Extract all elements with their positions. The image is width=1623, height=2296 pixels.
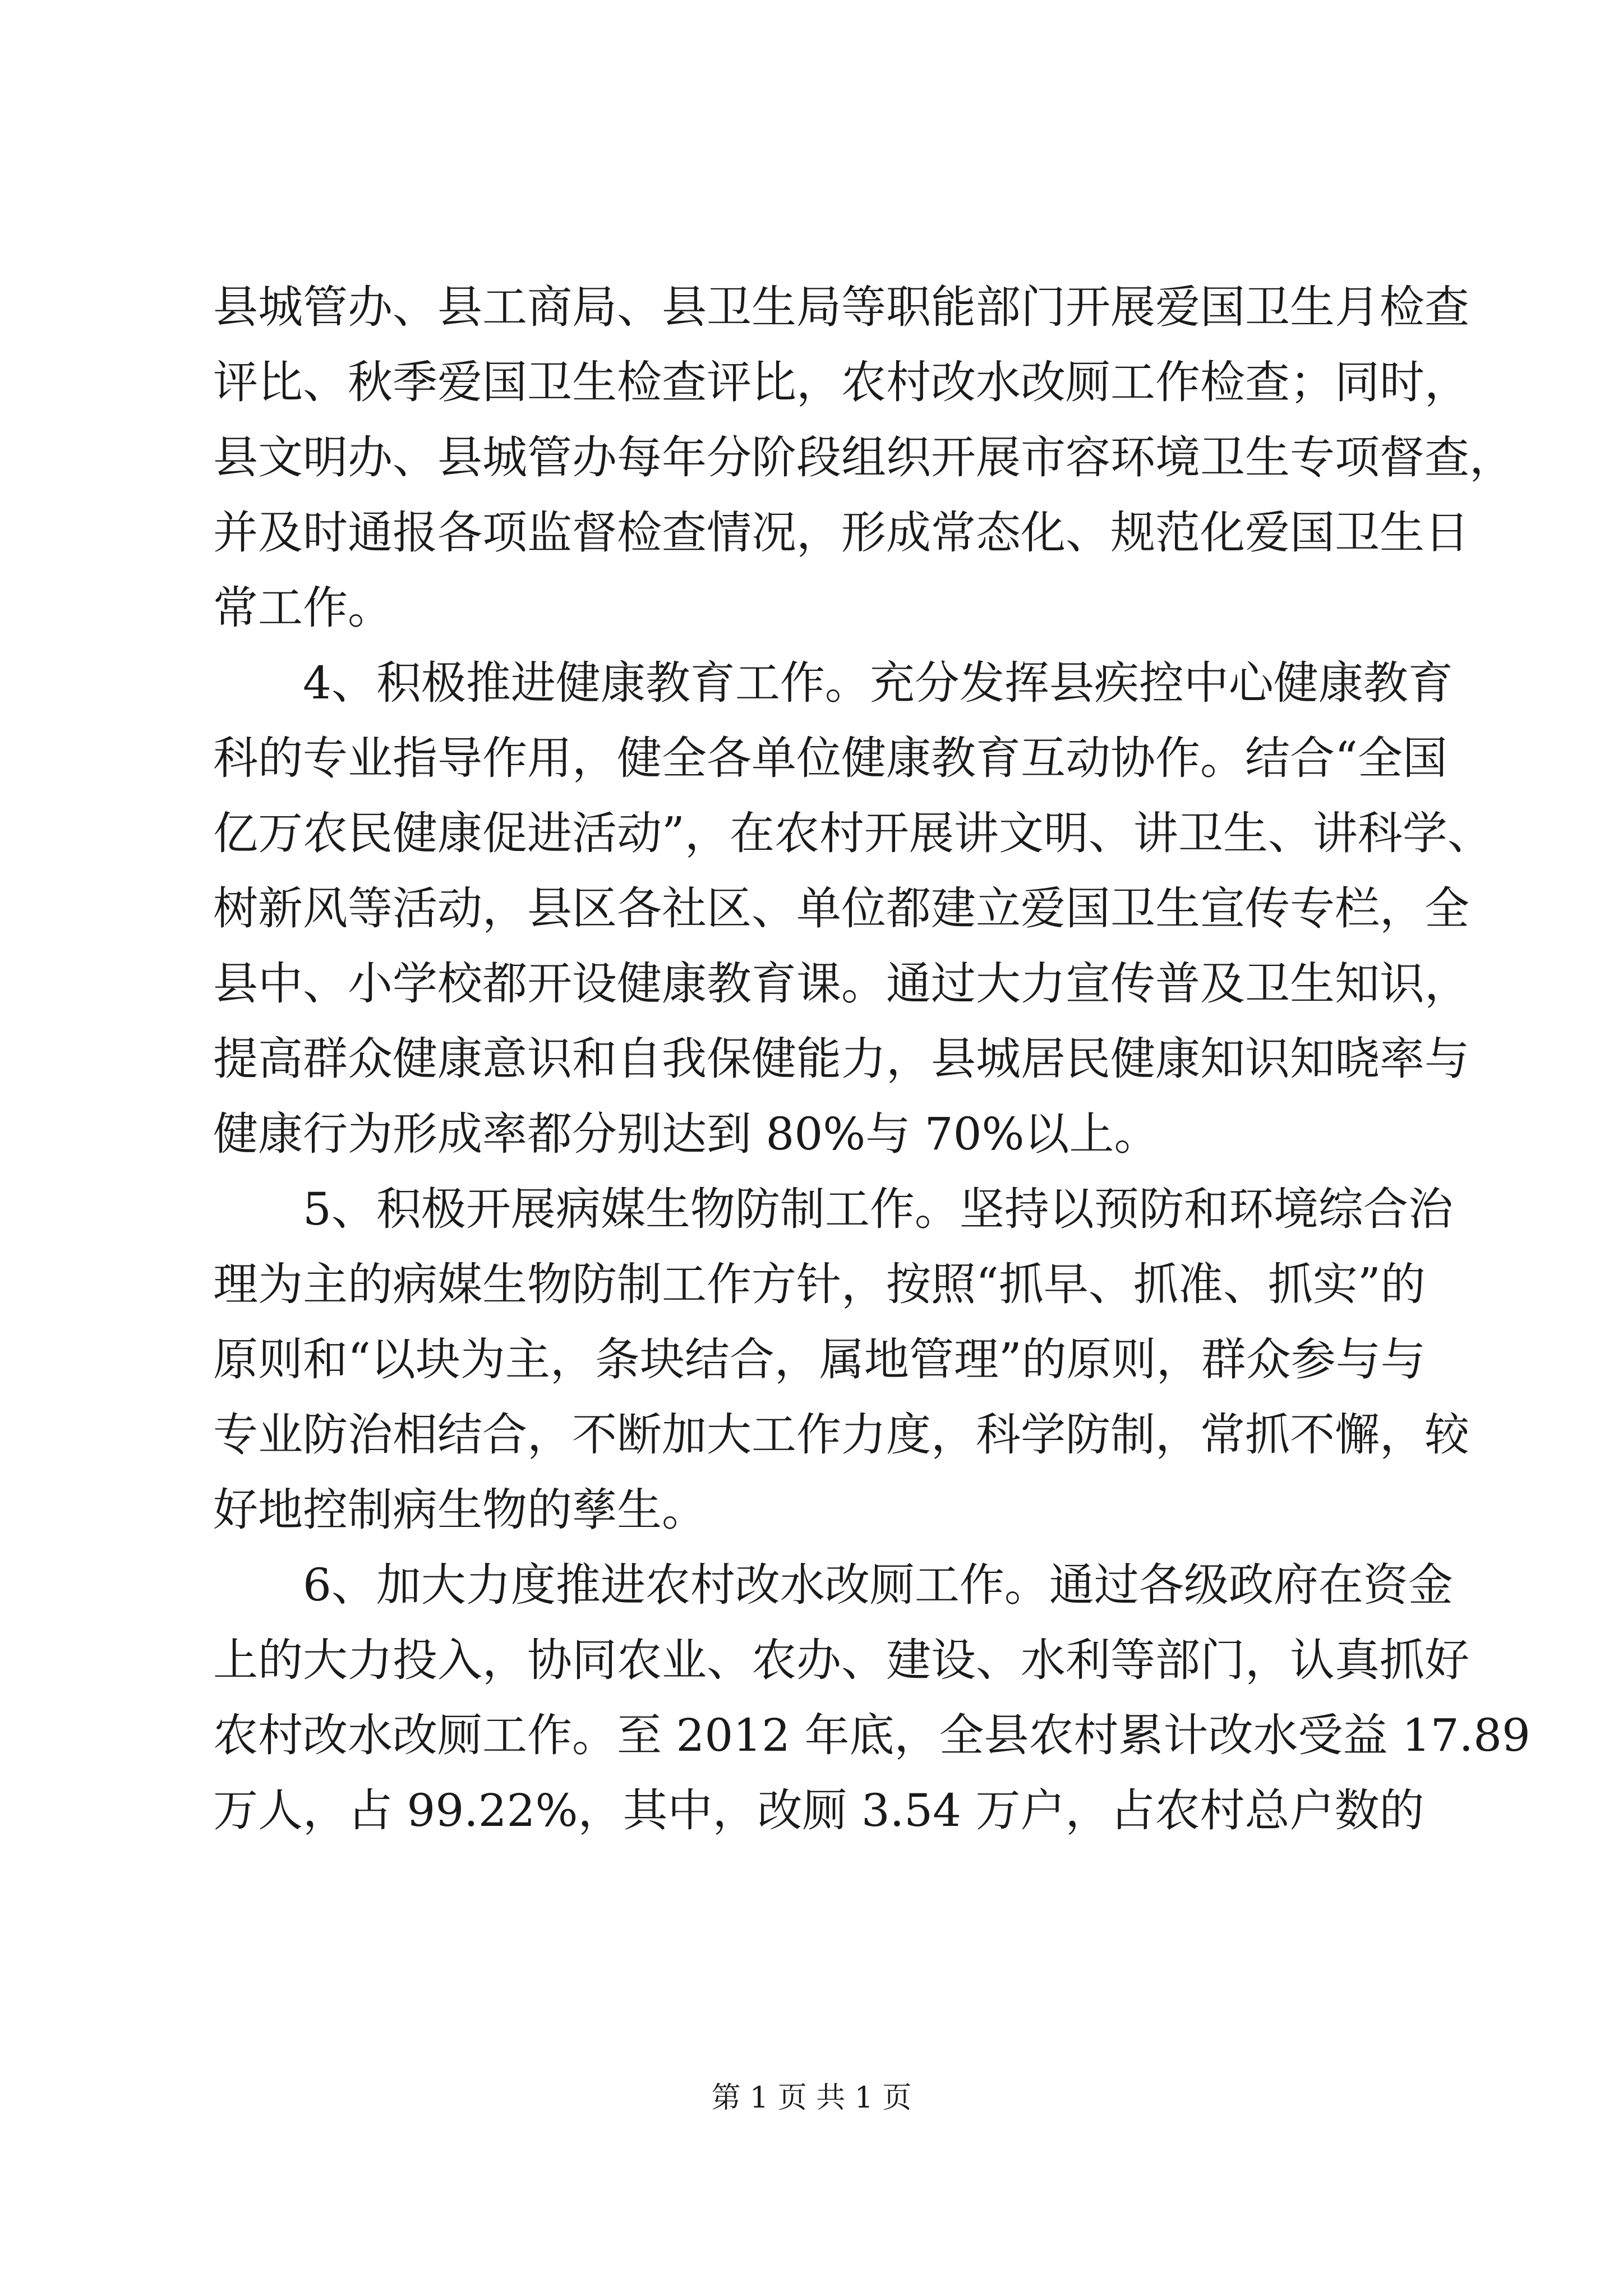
body-text-line: 常工作。 <box>213 582 393 634</box>
page-footer: 第 1 页 共 1 页 <box>711 2081 912 2115</box>
body-text-line: 县城管办、县工商局、县卫生局等职能部门开展爱国卫生月检查 <box>213 281 1469 333</box>
body-text-line: 评比、秋季爱国卫生检查评比，农村改水改厕工作检查；同时， <box>213 356 1469 408</box>
body-text-line: 好地控制病生物的孳生。 <box>213 1484 707 1536</box>
body-text-line: 专业防治相结合，不断加大工作力度，科学防制，常抓不懈，较 <box>213 1409 1469 1461</box>
body-text-line: 县文明办、县城管办每年分阶段组织开展市容环境卫生专项督查， <box>213 431 1514 484</box>
paragraph-first-line: 4、积极推进健康教育工作。充分发挥县疾控中心健康教育 <box>303 657 1453 709</box>
body-text-line: 树新风等活动，县区各社区、单位都建立爱国卫生宣传专栏，全 <box>213 882 1469 935</box>
body-text-line: 并及时通报各项监督检查情况，形成常态化、规范化爱国卫生日 <box>213 507 1469 559</box>
paragraph-first-line: 5、积极开展病媒生物防制工作。坚持以预防和环境综合治 <box>303 1183 1453 1235</box>
body-text-line: 理为主的病媒生物防制工作方针，按照“抓早、抓准、抓实”的 <box>213 1258 1426 1310</box>
body-text-line: 农村改水改厕工作。至 2012 年底，全县农村累计改水受益 17.89 <box>213 1709 1530 1761</box>
body-text-line: 科的专业指导作用，健全各单位健康教育互动协作。结合“全国 <box>213 732 1447 784</box>
body-text-line: 亿万农民健康促进活动”，在农村开展讲文明、讲卫生、讲科学、 <box>213 807 1492 859</box>
body-text-line: 万人，占 99.22%，其中，改厕 3.54 万户，占农村总户数的 <box>213 1784 1424 1837</box>
paragraph-first-line: 6、加大力度推进农村改水改厕工作。通过各级政府在资金 <box>303 1559 1453 1611</box>
body-text-line: 县中、小学校都开设健康教育课。通过大力宣传普及卫生知识， <box>213 958 1469 1010</box>
body-text-line: 健康行为形成率都分别达到 80%与 70%以上。 <box>213 1108 1159 1160</box>
body-text-line: 上的大力投入，协同农业、农办、建设、水利等部门，认真抓好 <box>213 1634 1469 1686</box>
body-text-line: 原则和“以块为主，条块结合，属地管理”的原则，群众参与与 <box>213 1333 1426 1386</box>
body-text-line: 提高群众健康意识和自我保健能力，县城居民健康知识知晓率与 <box>213 1033 1469 1085</box>
